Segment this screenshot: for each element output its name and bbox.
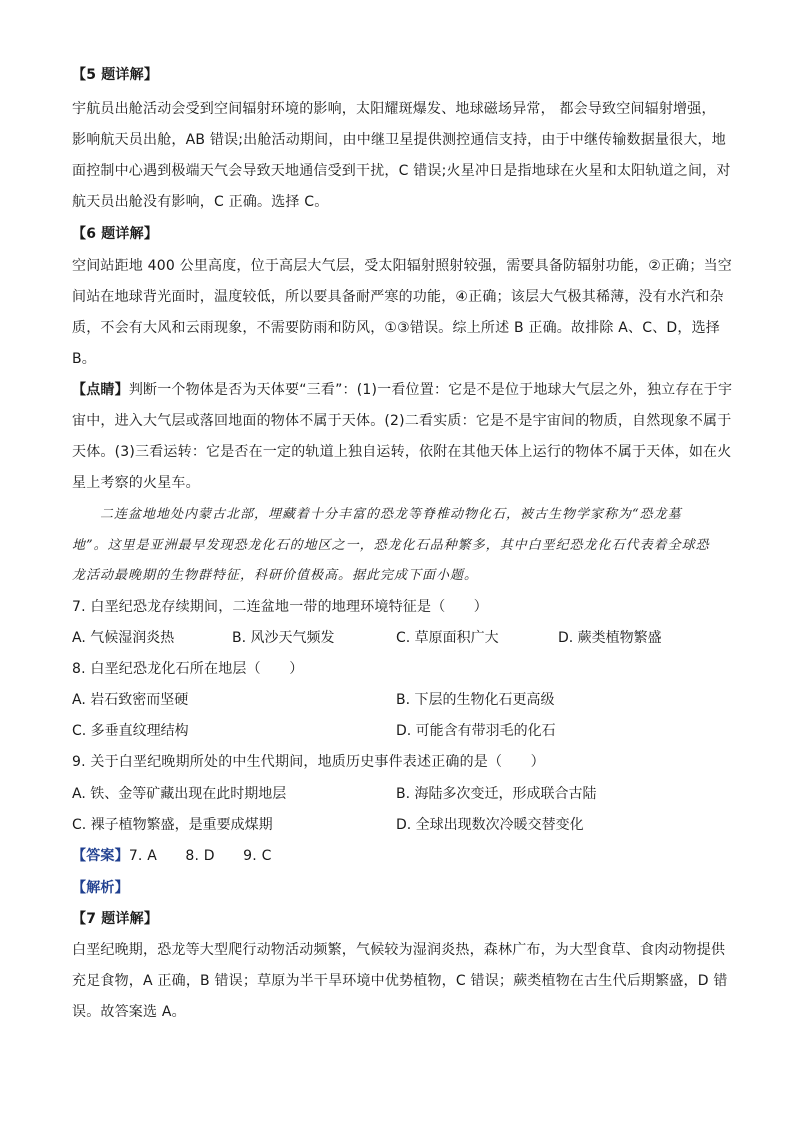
q7-detail-line: 充足食物，A 正确，B 错误；草原为半干旱环境中优势植物，C 错误；蕨类植物在古生代后期繁盛，D 错 bbox=[72, 973, 728, 989]
option-d: D. 全球出现数次冷暖交替变化 bbox=[396, 817, 584, 833]
question-stem: 8. 白垩纪恐龙化石所在地层（ ） bbox=[72, 661, 304, 677]
tip-line-first bbox=[72, 381, 732, 399]
option-c: C. 草原面积广大 bbox=[396, 630, 499, 646]
answer-value: 7. A 8. D 9. C bbox=[128, 848, 272, 864]
passage-line: 地”。这里是亚洲最早发现恐龙化石的地区之一，恐龙化石品种繁多，其中白垩纪恐龙化石代表着全球恐 bbox=[72, 538, 710, 553]
q7-detail-line: 白垩纪晚期，恐龙等大型爬行动物活动频繁，气候较为湿润炎热，森林广布，为大型食草、食肉动物提供 bbox=[72, 942, 726, 958]
option-a: A. 气候湿润炎热 bbox=[72, 630, 175, 646]
tip-line: 星上考察的火星车。 bbox=[72, 475, 200, 491]
tip-line: 天体。(3)三看运转：它是否在一定的轨道上独自运转，依附在其他天体上运行的物体不属于天体，如在火 bbox=[72, 444, 732, 460]
q5-detail-heading: 【5 题详解】 bbox=[72, 67, 159, 83]
q6-detail-line: 间站在地球背光面时，温度较低，所以要具备耐严寒的功能，④正确；该层大气极其稀薄，没有水汽和杂 bbox=[72, 289, 724, 305]
option-c: C. 裸子植物繁盛，是重要成煤期 bbox=[72, 817, 273, 833]
tip-label: 【点睛】 bbox=[72, 382, 129, 398]
answer-line bbox=[72, 847, 272, 865]
q7-detail-line: 误。故答案选 A。 bbox=[72, 1004, 186, 1020]
tip-line: 宙中，进入大气层或落回地面的物体不属于天体。(2)二看实质：它是不是宇宙间的物质，自然现象不属于 bbox=[72, 413, 732, 429]
q6-detail-heading: 【6 题详解】 bbox=[72, 226, 159, 242]
option-b: B. 下层的生物化石更高级 bbox=[396, 692, 555, 708]
q7-detail-heading: 【7 题详解】 bbox=[72, 911, 159, 927]
option-c: C. 多垂直纹理结构 bbox=[72, 723, 189, 739]
option-d: D. 蕨类植物繁盛 bbox=[558, 630, 662, 646]
passage-line: 龙活动最晚期的生物群特征，科研价值极高。据此完成下面小题。 bbox=[72, 568, 479, 583]
option-a: A. 岩石致密而坚硬 bbox=[72, 692, 189, 708]
option-a: A. 铁、金等矿藏出现在此时期地层 bbox=[72, 786, 287, 802]
question-stem: 7. 白垩纪恐龙存续期间，二连盆地一带的地理环境特征是（ ） bbox=[72, 599, 489, 615]
passage-line: 二连盆地地处内蒙古北部，埋藏着十分丰富的恐龙等脊椎动物化石，被古生物学家称为“恐龙墓 bbox=[100, 507, 682, 522]
option-b: B. 风沙天气频发 bbox=[232, 630, 335, 646]
q6-detail-line: 质，不会有大风和云雨现象，不需要防雨和防风，①③错误。综上所述 B 正确。故排除 A、C、D，选择 bbox=[72, 320, 720, 336]
q5-detail-line: 面控制中心遇到极端天气会导致天地通信受到干扰，C 错误;火星冲日是指地球在火星和太阳轨道之间，对 bbox=[72, 163, 731, 179]
tip-text: 判断一个物体是否为天体要“三看”：(1)一看位置：它是不是位于地球大气层之外，独立存在于宇 bbox=[128, 382, 733, 398]
q5-detail-line: 宇航员出舱活动会受到空间辐射环境的影响，太阳耀斑爆发、地球磁场异常， 都会导致空间辐射增强， bbox=[72, 101, 716, 117]
q6-detail-line: B。 bbox=[72, 351, 97, 367]
option-d: D. 可能含有带羽毛的化石 bbox=[396, 723, 556, 739]
option-b: B. 海陆多次变迁，形成联合古陆 bbox=[396, 786, 597, 802]
analysis-label: 【解析】 bbox=[72, 880, 129, 896]
q6-detail-line: 空间站距地 400 公里高度，位于高层大气层，受太阳辐射照射较强，需要具备防辐射功能，②正确；当空 bbox=[72, 258, 732, 274]
question-stem: 9. 关于白垩纪晚期所处的中生代期间，地质历史事件表述正确的是（ ） bbox=[72, 754, 545, 770]
answer-label: 【答案】 bbox=[72, 848, 129, 864]
q5-detail-line: 航天员出舱没有影响，C 正确。选择 C。 bbox=[72, 194, 329, 210]
q5-detail-line: 影响航天员出舱，AB 错误;出舱活动期间，由中继卫星提供测控通信支持，由于中继传输数据量很大，地 bbox=[72, 132, 726, 148]
